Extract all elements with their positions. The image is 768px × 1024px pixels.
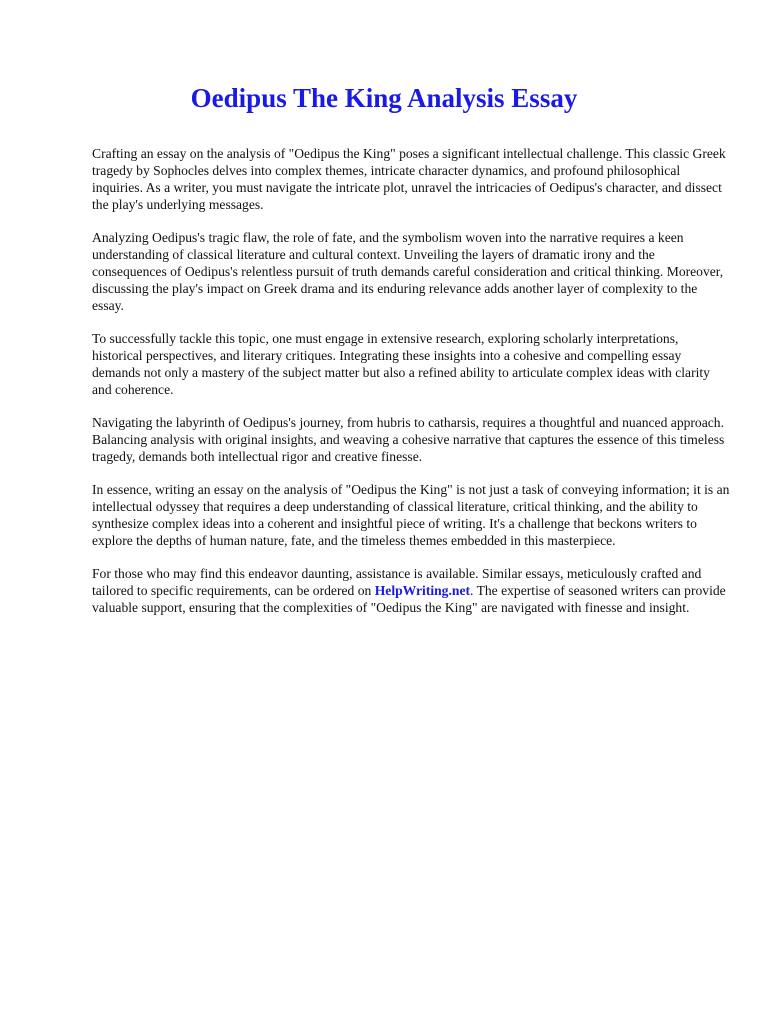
paragraph-5: In essence, writing an essay on the analysis of "Oedipus the King" is not just a task of conveying information; it is an intellectual odyssey that requires a deep understanding of classical literature, critical thinking, and the ability to synthesize complex ideas into a coherent and insightful piece of writing. It's a challenge that beckons writers to explore the depths of human nature, fate, and the timeless themes embedded in this masterpiece. [92,482,730,548]
paragraph-3: To successfully tackle this topic, one must engage in extensive research, exploring scholarly interpretations, historical perspectives, and literary critiques. Integrating these insights into a cohesive and compelling essay demands not only a mastery of the subject matter but also a refined ability to articulate complex ideas with clarity and coherence. [92,331,710,397]
helpwriting-link[interactable]: HelpWriting.net [374,583,471,598]
essay-body [92,145,732,632]
page-title: Oedipus The King Analysis Essay [190,83,578,113]
paragraph-6 [92,565,732,616]
paragraph-2: Analyzing Oedipus's tragic flaw, the role of fate, and the symbolism woven into the narrative requires a keen understanding of classical literature and cultural context. Unveiling the layers of dramatic irony and the consequences of Oedipus's relentless pursuit of truth demands careful consideration and critical thinking. Moreover, discussing the play's impact on Greek drama and its enduring relevance adds another layer of complexity to the essay. [92,230,724,313]
closing-text-after-link: . The expertise of seasoned writers can provide valuable support, ensuring that the complexities of "Oedipus the King" are navigated with finesse and insight. [92,583,726,615]
paragraph-4: Navigating the labyrinth of Oedipus's journey, from hubris to catharsis, requires a thoughtful and nuanced approach. Balancing analysis with original insights, and weaving a cohesive narrative that captures the essence of this timeless tragedy, demands both intellectual rigor and creative finesse. [92,415,725,464]
closing-text-before-link: For those who may find this endeavor daunting, assistance is available. Similar essays, meticulously crafted and tailored to specific requirements, can be ordered on [92,566,702,598]
paragraph-1: Crafting an essay on the analysis of "Oedipus the King" poses a significant intellectual challenge. This classic Greek tragedy by Sophocles delves into complex themes, intricate character dynamics, and profound philosophical inquiries. As a writer, you must navigate the intricate plot, unravel the intricacies of Oedipus's character, and dissect the play's underlying messages. [92,146,726,212]
